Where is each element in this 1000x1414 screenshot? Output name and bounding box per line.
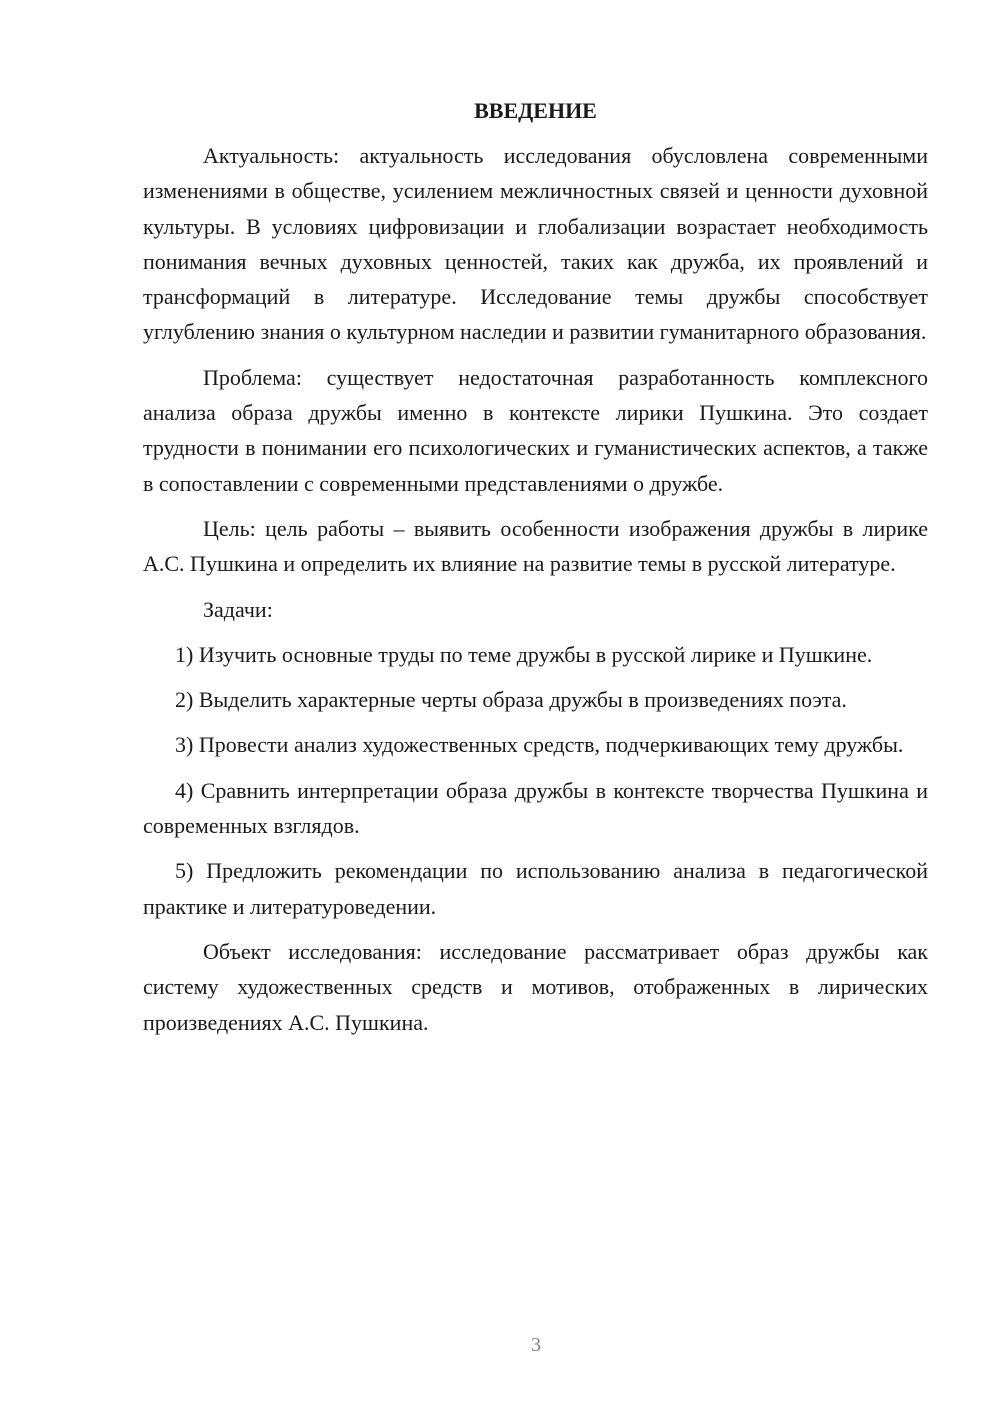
tasks-heading: Задачи: <box>203 596 273 622</box>
paragraph-problem: Проблема: существует недостаточная разработанность комплексного анализа образа дружбы именно в контексте лирики Пушкина. Это создает трудности в понимании его психологических и гуманистических аспектов, а также в сопоставлении с современными представлениями о дружбе. <box>143 364 928 496</box>
task-item-3: 3) Провести анализ художественных средств, подчеркивающих тему дружбы. <box>175 732 904 758</box>
paragraph-object: Объект исследования: исследование рассматривает образ дружбы как систему художественных средств и мотивов, отображенных в лирических произведениях А.С. Пушкина. <box>143 938 928 1035</box>
task-item-5: 5) Предложить рекомендации по использованию анализа в педагогической практике и литературоведении. <box>143 858 928 919</box>
paragraph-relevance: Актуальность: актуальность исследования обусловлена современными изменениями в обществе, усилением межличностных связей и ценности духовной культуры. В условиях цифровизации и глобализации возрастает необходимость понимания вечных духовных ценностей, таких как дружба, их проявлений и трансформаций в литературе. Исследование темы дружбы способствует углублению знания о культурном наследии и развитии гуманитарного образования. <box>143 143 928 345</box>
section-title: ВВЕДЕНИЕ <box>474 98 597 123</box>
paragraph-goal: Цель: цель работы – выявить особенности изображения дружбы в лирике А.С. Пушкина и определить их влияние на развитие темы в русской литературе. <box>143 515 928 577</box>
page-number: 3 <box>531 1334 541 1356</box>
task-item-1: 1) Изучить основные труды по теме дружбы в русской лирике и Пушкине. <box>175 641 873 667</box>
page-content <box>143 96 928 1050</box>
task-item-2: 2) Выделить характерные черты образа дружбы в произведениях поэта. <box>175 687 847 713</box>
task-item-4: 4) Сравнить интерпретации образа дружбы в контексте творчества Пушкина и современных взглядов. <box>143 777 928 839</box>
